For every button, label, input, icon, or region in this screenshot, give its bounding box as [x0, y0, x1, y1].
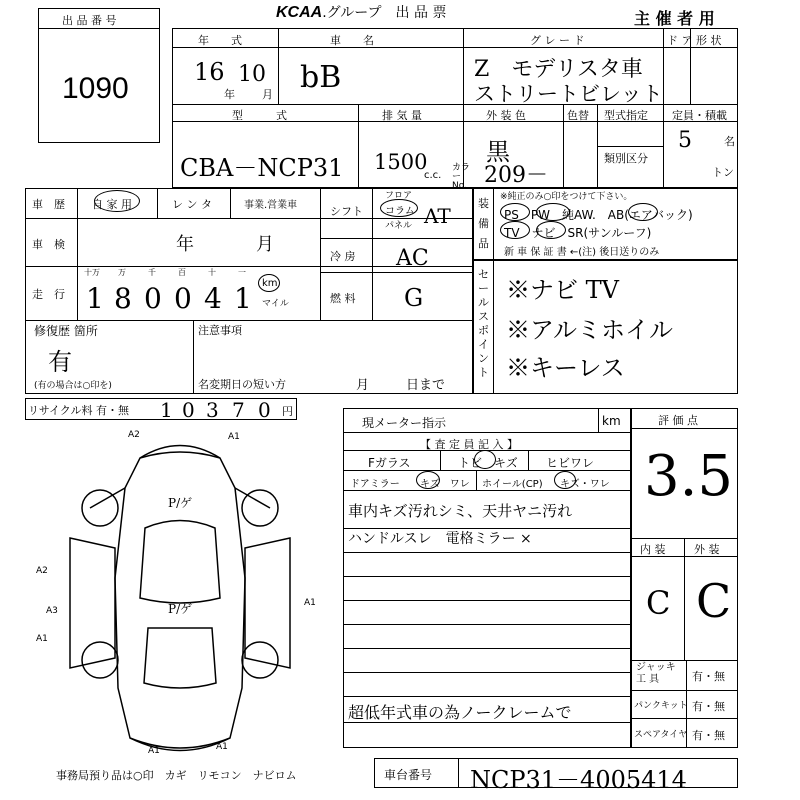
diagram-mark-1: A2 [128, 430, 140, 440]
hood-note: P/ゲ [168, 496, 193, 510]
history-private-circle [94, 190, 140, 212]
organizer-label: 主 催 者 用 [634, 9, 715, 28]
form-title: KCAA.グループ 出 品 票 [276, 4, 447, 21]
car-damage-diagram [30, 428, 340, 768]
year-value: 16 [194, 58, 225, 86]
recycle-digit-3: 3 [206, 398, 219, 422]
sales-point-3: ※キーレス [506, 354, 625, 382]
diagram-mark-2: A1 [228, 432, 240, 442]
inspection-note-3: 超低年式車の為ノークレームで [348, 703, 572, 722]
model-label: 型 式 [232, 109, 287, 122]
lot-number: 1090 [62, 72, 129, 105]
repair-label: 修復歴 箇所 [34, 324, 98, 338]
equipment-line1: PS PW 純AW. AB(エアバック) [504, 208, 693, 222]
color-value: 黒 [486, 138, 510, 166]
recycle-digit-1: 1 [160, 398, 173, 422]
color-label: 外 装 色 [486, 109, 526, 122]
shape-label: 形 状 [696, 34, 722, 47]
history-business: 事業.営業車 [244, 200, 298, 211]
color-number-value: 209－ [484, 163, 548, 188]
ac-value: AC [396, 246, 429, 271]
mileage-digit-4: 0 [174, 282, 192, 315]
score-value: 3.5 [644, 444, 734, 509]
interior-value: C [646, 584, 671, 622]
score-label: 評 価 点 [658, 414, 698, 427]
year-label: 年 式 [198, 34, 242, 47]
class-label: 類別区分 [604, 152, 648, 165]
mileage-label: 走 行 [32, 288, 65, 301]
shift-value: AT [424, 204, 451, 228]
fuel-label: 燃 料 [330, 292, 356, 305]
jack-label: ジャッキ工 具 [636, 662, 676, 685]
column-circle [380, 199, 418, 217]
displacement-label: 排 気 量 [382, 109, 422, 122]
shift-label: シフト [330, 205, 363, 218]
grade-label: グ レ ー ド [530, 34, 585, 47]
recycle-digit-5: 0 [258, 398, 271, 422]
exterior-label: 外 装 [694, 543, 720, 556]
puncture-label: パンクキット [634, 701, 688, 711]
displacement-value: 1500 [374, 150, 428, 174]
recycle-label: リサイクル料 有・無 [28, 404, 129, 417]
equipment-line2: TV ナビ SR(サンルーフ) [504, 226, 652, 240]
equipment-note: ※純正のみ○印をつけて下さい。 [500, 192, 633, 202]
sales-point-1: ※ナビ TV [506, 276, 619, 304]
repair-note: (有の場合は○印を) [34, 381, 112, 391]
diagram-mark-4: A3 [46, 606, 58, 616]
name-label: 車 名 [330, 34, 374, 47]
brand-logo: KCAA [276, 4, 323, 21]
fuel-value: G [404, 284, 424, 312]
grade-line2: ストリートビレット [474, 82, 663, 106]
recycle-digit-4: 7 [232, 398, 245, 422]
windshield-cell: Fガラス [368, 456, 411, 470]
km-label: km [262, 278, 278, 289]
km-circle [258, 274, 280, 292]
grade-line1: Z モデリスタ車 [474, 57, 643, 82]
roof-note: P/ゲ [168, 602, 193, 616]
chassis-label: 車台番号 [384, 768, 433, 782]
history-rental: レ ン タ [172, 198, 212, 211]
history-label: 車 歴 [32, 198, 65, 211]
door-label: ド ア [667, 34, 693, 47]
mileage-digit-6: 1 [234, 282, 252, 315]
ac-label: 冷 房 [330, 250, 356, 263]
inspection-note-1: 車内キズ汚れシミ、天井ヤニ汚れ [348, 502, 573, 520]
sales-points-side-label: セールスポイント [478, 268, 489, 379]
wheel-damage-cell: キズ・ワレ [560, 479, 610, 490]
inspection-note-2: ハンドルスレ 電格ミラー × [348, 531, 532, 547]
keys-note: 事務局預り品は○印 カギ リモコン ナビロム [56, 769, 297, 782]
door-mirror-cell: ドアミラー [350, 479, 400, 490]
mile-label: マイル [262, 299, 289, 309]
mileage-digit-2: 8 [114, 282, 132, 315]
chip-crack-cell: トビ キズ [458, 456, 518, 470]
expiry-label: 名変期日の短い方 [198, 378, 286, 391]
diagram-mark-3: A2 [36, 566, 48, 576]
exterior-value: C [696, 574, 732, 628]
paint-change-label: 色替 [567, 109, 589, 122]
chassis-value: NCP31－4005414 [470, 766, 687, 794]
mileage-digit-1: 1 [86, 282, 104, 315]
inspection-label: 車 検 [32, 238, 65, 251]
spare-label: スペアタイヤ [634, 730, 688, 740]
interior-label: 内 装 [640, 543, 666, 556]
inspector-label: 【 査 定 員 記 入 】 [420, 438, 518, 451]
diagram-mark-6: A1 [304, 598, 316, 608]
equipment-line3: 新 車 保 証 書 ←(注) 後日送りのみ [504, 247, 660, 258]
meter-label: 現メーター指示 [362, 416, 447, 430]
month-value: 10 [238, 62, 266, 87]
lot-label: 出 品 番 号 [62, 14, 117, 27]
color-number-label: カラー No. [452, 163, 471, 191]
mileage-digit-5: 4 [204, 282, 222, 315]
mileage-digit-3: 0 [144, 282, 162, 315]
wheel-cell: ホイール(CP) [482, 479, 543, 490]
capacity-label: 定員・積載 [672, 109, 727, 122]
car-name-value: bB [300, 60, 342, 95]
repair-value: 有 [48, 348, 72, 376]
model-value: CBA－NCP31 [180, 154, 344, 182]
equipment-side-label: 装 備 品 [478, 197, 489, 250]
diagram-mark-7: A1 [148, 746, 160, 756]
crack-cell: ヒビワレ [546, 456, 595, 470]
diagram-mark-8: A1 [216, 742, 228, 752]
sales-point-2: ※アルミホイル [506, 316, 674, 344]
type-number-label: 型式指定 [604, 109, 648, 122]
history-private: 自 家 用 [92, 198, 132, 211]
mirror-damage-cell: キズ ワレ [420, 479, 470, 490]
recycle-digit-2: 0 [182, 398, 195, 422]
diagram-mark-5: A1 [36, 634, 48, 644]
caution-label: 注意事項 [198, 324, 242, 337]
capacity-value: 5 [678, 128, 692, 153]
